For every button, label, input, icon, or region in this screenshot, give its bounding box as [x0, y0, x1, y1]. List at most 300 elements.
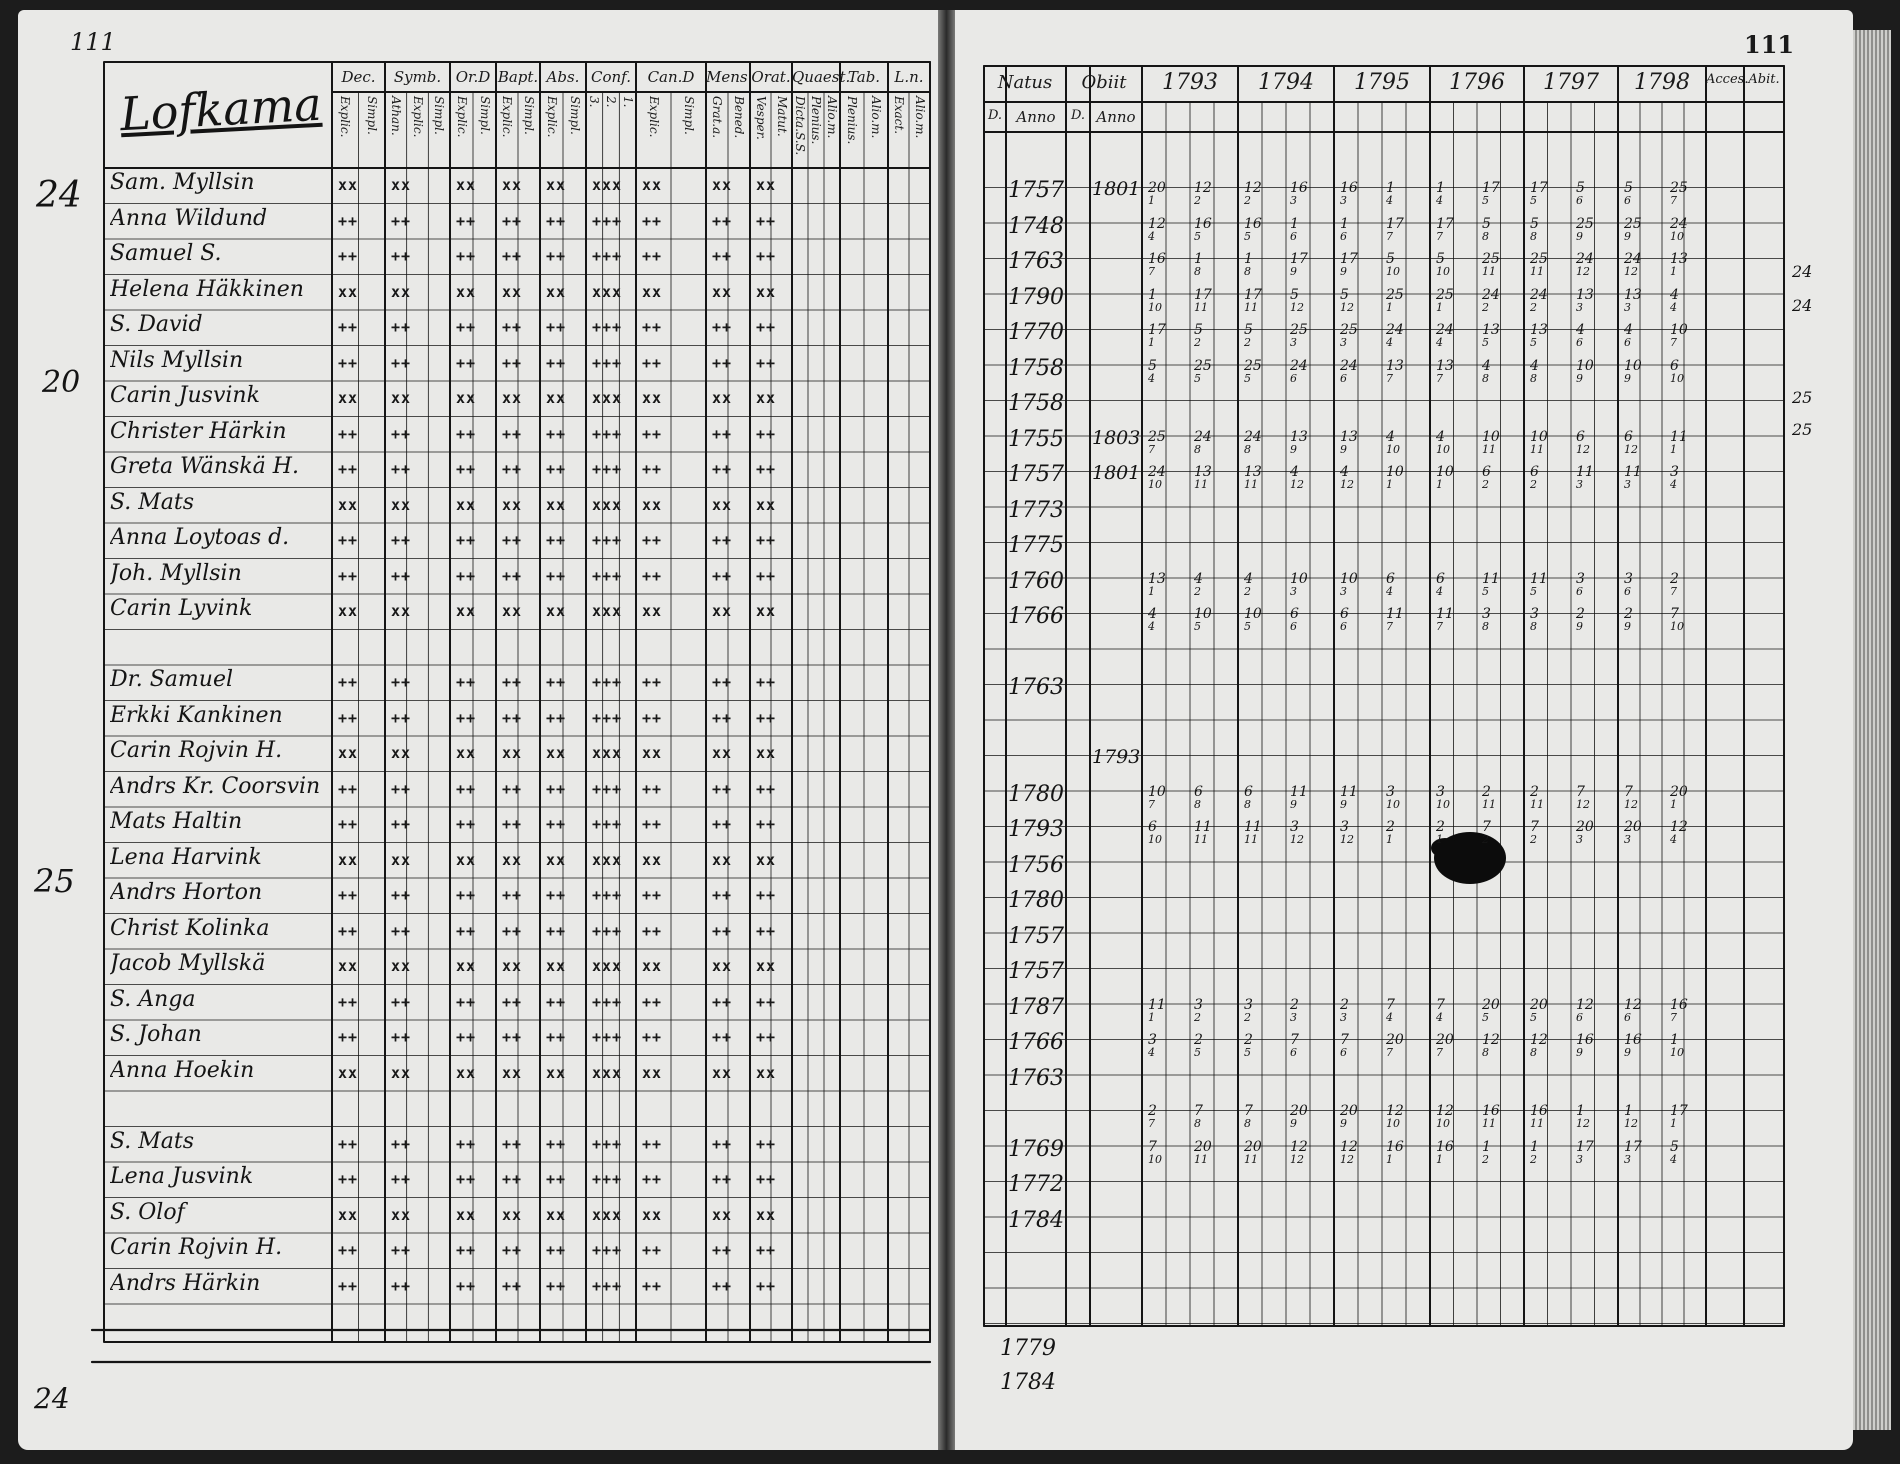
resident-name: Carin Rojvin H. — [110, 1235, 283, 1260]
year-mark: 11 3 — [1576, 464, 1594, 491]
tally-mark: xx — [502, 282, 523, 301]
tally-mark: ++ — [642, 886, 663, 904]
tally-mark: ++ — [502, 424, 523, 443]
tally-mark: ++ — [456, 779, 477, 798]
year-mark: 4 10 — [1386, 428, 1400, 456]
year-mark: 6 8 — [1244, 783, 1253, 811]
tally-mark: ++ — [712, 779, 733, 798]
tally-mark: xx — [502, 744, 523, 762]
year-mark: 11 9 — [1290, 783, 1308, 811]
tally-mark: ++ — [456, 424, 477, 443]
tally-mark: ++ — [502, 886, 523, 904]
tally-mark: ++ — [546, 779, 567, 798]
tally-mark: xx — [756, 744, 777, 762]
year-mark: 20 3 — [1624, 819, 1642, 846]
year-mark: 16 5 — [1244, 215, 1262, 243]
year-mark: 10 7 — [1670, 322, 1688, 349]
column-header: Anno — [1016, 108, 1056, 126]
tally-mark: ++ — [391, 1241, 412, 1259]
tally-mark: ++ — [642, 779, 663, 798]
year-mark: 7 6 — [1340, 1032, 1349, 1059]
year-mark: 6 6 — [1290, 606, 1299, 633]
column-subheader: Explic. — [338, 96, 353, 138]
tally-mark: xx — [391, 495, 412, 514]
year-mark: 11 3 — [1624, 464, 1642, 491]
tally-mark: xx — [712, 602, 733, 620]
tally-mark: ++ — [546, 886, 567, 904]
tally-mark: xx — [642, 389, 663, 407]
year-mark: 13 11 — [1194, 464, 1212, 491]
resident-name: Sam. Myllsin — [110, 170, 255, 195]
column-header: 1796 — [1449, 70, 1505, 95]
year-mark: 13 11 — [1244, 464, 1262, 491]
tally-mark: +++ — [592, 353, 623, 372]
year-mark: 6 4 — [1436, 570, 1445, 598]
tally-mark: xx — [338, 602, 359, 620]
year-mark: 10 5 — [1194, 606, 1212, 633]
tally-mark: ++ — [456, 353, 477, 372]
tally-mark: ++ — [456, 1241, 477, 1259]
tally-mark: xx — [642, 1063, 663, 1082]
tally-mark: ++ — [642, 566, 663, 585]
column-header: Symb. — [393, 68, 442, 86]
tally-mark: xx — [546, 744, 567, 762]
tally-mark: +++ — [592, 247, 623, 265]
tally-mark: ++ — [391, 566, 412, 585]
tally-mark: xx — [546, 850, 567, 869]
tally-mark: ++ — [456, 1028, 477, 1046]
tally-mark: xx — [502, 850, 523, 869]
resident-name: Carin Lyvink — [110, 596, 253, 621]
year-mark: 1 2 — [1530, 1138, 1539, 1166]
column-subheader: Explic. — [500, 96, 514, 138]
tally-mark: ++ — [502, 1134, 523, 1153]
tally-mark: xx — [642, 176, 663, 194]
column-subheader: Alio.m. — [869, 96, 883, 139]
right-margin-note-3: 25 — [1792, 388, 1813, 407]
tally-mark: xx — [391, 957, 412, 975]
tally-mark: ++ — [642, 1134, 663, 1153]
birth-year: 1758 — [1008, 355, 1064, 381]
resident-name: Lena Harvink — [110, 844, 262, 870]
tally-mark: ++ — [642, 1028, 663, 1046]
tally-mark: xx — [756, 389, 777, 407]
margin-note-4: 24 — [34, 1382, 70, 1415]
tally-mark: xx — [502, 957, 523, 975]
year-mark: 24 2 — [1482, 286, 1500, 314]
column-subheader: Simpl. — [432, 96, 447, 135]
tally-mark: ++ — [502, 1276, 523, 1295]
tally-mark: +++ — [592, 566, 623, 585]
tally-mark: xx — [502, 1063, 523, 1082]
tally-mark: ++ — [502, 460, 523, 478]
resident-name: Helena Häkkinen — [110, 276, 304, 302]
tally-mark: ++ — [502, 673, 523, 691]
year-mark: 20 1 — [1148, 180, 1166, 207]
tally-mark: ++ — [756, 992, 777, 1011]
tally-mark: ++ — [391, 211, 412, 230]
column-header: Can.D — [647, 68, 695, 86]
tally-mark: ++ — [391, 1134, 412, 1153]
tally-mark: xx — [712, 282, 733, 301]
tally-mark: ++ — [502, 1241, 523, 1259]
year-mark: 1 6 — [1340, 215, 1349, 243]
tally-mark: xx — [391, 1205, 412, 1224]
year-mark: 16 7 — [1148, 251, 1166, 278]
year-mark: 3 2 — [1194, 996, 1203, 1024]
year-mark: 12 12 — [1290, 1138, 1308, 1166]
column-subheader: Explic. — [454, 96, 469, 138]
tally-mark: ++ — [756, 531, 777, 549]
tally-mark: +++ — [592, 921, 623, 940]
tally-mark: xx — [712, 495, 733, 514]
resident-name: S. Johan — [110, 1022, 202, 1047]
year-mark: 20 7 — [1386, 1032, 1404, 1059]
tally-mark: +++ — [592, 673, 623, 691]
year-mark: 13 5 — [1530, 322, 1548, 349]
tally-mark: xx — [642, 744, 663, 762]
tally-mark: ++ — [756, 1028, 777, 1046]
column-subheader: 1. — [620, 96, 635, 108]
tally-mark: ++ — [502, 921, 523, 940]
year-mark: 20 11 — [1194, 1138, 1212, 1166]
tally-mark: ++ — [642, 992, 663, 1011]
year-mark: 7 2 — [1530, 819, 1539, 846]
tally-mark: xx — [338, 850, 359, 869]
column-header: D. — [1070, 108, 1086, 123]
tally-mark: ++ — [712, 886, 733, 904]
tally-mark: ++ — [642, 708, 663, 727]
year-mark: 20 9 — [1290, 1103, 1308, 1130]
year-mark: 6 12 — [1576, 428, 1590, 456]
column-header: Mens. — [706, 68, 753, 86]
column-subheader: Bened. — [732, 96, 746, 139]
year-mark: 4 2 — [1194, 570, 1203, 598]
tally-mark: xxx — [592, 957, 623, 975]
year-mark: 17 11 — [1244, 286, 1262, 314]
year-mark: 17 3 — [1576, 1138, 1594, 1166]
tally-mark: ++ — [391, 353, 412, 372]
tally-mark: xx — [756, 1063, 777, 1082]
tally-mark: xxx — [592, 282, 623, 301]
tally-mark: +++ — [592, 1134, 623, 1153]
right-margin-note-2: 24 — [1792, 296, 1813, 315]
year-mark: 25 9 — [1624, 215, 1642, 243]
column-subheader: Vesper. — [753, 96, 768, 140]
tally-mark: +++ — [592, 531, 623, 549]
resident-name: S. David — [110, 312, 203, 337]
year-mark: 25 11 — [1530, 251, 1548, 278]
tally-mark: ++ — [712, 992, 733, 1011]
year-mark: 4 4 — [1670, 286, 1679, 314]
tally-mark: xx — [456, 1205, 477, 1224]
column-header: Abs. — [546, 68, 580, 86]
tally-mark: ++ — [546, 424, 567, 443]
tally-mark: ++ — [502, 531, 523, 549]
tally-mark: ++ — [338, 318, 359, 336]
year-mark: 6 2 — [1530, 464, 1539, 491]
year-mark: 17 1 — [1148, 322, 1166, 349]
column-subheader: Simpl. — [364, 96, 379, 135]
year-mark: 2 9 — [1576, 606, 1585, 633]
year-mark: 13 1 — [1148, 570, 1166, 598]
year-mark: 12 2 — [1194, 180, 1212, 207]
tally-mark: xx — [756, 602, 777, 620]
tally-mark: xx — [712, 850, 733, 869]
resident-name: Andrs Horton — [110, 880, 263, 905]
birth-year: 1756 — [1008, 852, 1064, 878]
tally-mark: ++ — [642, 247, 663, 265]
year-mark: 13 9 — [1340, 428, 1358, 456]
tally-mark: ++ — [456, 211, 477, 230]
tally-mark: xxx — [592, 1205, 623, 1224]
year-mark: 16 5 — [1194, 215, 1212, 243]
year-mark: 13 7 — [1386, 357, 1404, 385]
year-mark: 2 1 — [1436, 819, 1445, 846]
village-heading: Lofkama — [118, 76, 323, 142]
year-mark: 1 2 — [1482, 1138, 1491, 1166]
column-header: Abit. — [1748, 72, 1780, 87]
birth-year: 1763 — [1008, 1065, 1064, 1091]
year-mark: 5 2 — [1194, 322, 1203, 349]
year-mark: 3 8 — [1530, 606, 1539, 633]
resident-name: S. Olof — [110, 1199, 185, 1225]
tally-mark: xx — [546, 1063, 567, 1082]
tally-mark: ++ — [642, 318, 663, 336]
tally-mark: ++ — [338, 211, 359, 230]
year-mark: 7 4 — [1436, 996, 1445, 1024]
tally-mark: ++ — [712, 1134, 733, 1153]
tally-mark: ++ — [546, 921, 567, 940]
year-mark: 6 10 — [1670, 357, 1684, 385]
tally-mark: ++ — [338, 1134, 359, 1153]
tally-mark: ++ — [456, 921, 477, 940]
column-subheader: Explic. — [544, 96, 559, 138]
tally-mark: ++ — [712, 1028, 733, 1046]
tally-mark: ++ — [756, 779, 777, 798]
tally-mark: xx — [338, 744, 359, 762]
year-mark: 20 3 — [1576, 819, 1594, 846]
tally-mark: ++ — [712, 673, 733, 691]
column-header: Obiit — [1081, 72, 1127, 93]
tally-mark: ++ — [546, 1134, 567, 1153]
year-mark: 13 1 — [1670, 251, 1688, 278]
birth-year: 1763 — [1008, 249, 1064, 274]
year-mark: 7 8 — [1244, 1103, 1253, 1130]
tally-mark: ++ — [642, 815, 663, 833]
tally-mark: xx — [642, 495, 663, 514]
year-mark: 20 11 — [1244, 1138, 1262, 1166]
column-header: Or.D — [455, 68, 491, 86]
year-mark: 11 1 — [1670, 428, 1688, 456]
birth-year: 1748 — [1008, 213, 1064, 239]
tally-mark: xx — [456, 602, 477, 620]
year-mark: 12 2 — [1244, 180, 1262, 207]
tally-mark: ++ — [712, 815, 733, 833]
year-mark: 1 10 — [1670, 1032, 1684, 1059]
tally-mark: ++ — [456, 566, 477, 585]
year-mark: 24 6 — [1290, 357, 1308, 385]
tally-mark: xx — [546, 602, 567, 620]
tally-mark: ++ — [642, 1276, 663, 1295]
birth-year: 1793 — [1008, 817, 1064, 842]
year-mark: 16 1 — [1386, 1138, 1404, 1166]
birth-year: 1780 — [1008, 888, 1064, 913]
year-mark: 20 5 — [1482, 996, 1500, 1024]
year-mark: 13 5 — [1482, 322, 1500, 349]
tally-mark: ++ — [642, 673, 663, 691]
tally-mark: ++ — [546, 992, 567, 1011]
year-mark: 20 1 — [1670, 783, 1688, 811]
tally-mark: ++ — [642, 921, 663, 940]
tally-mark: ++ — [756, 886, 777, 904]
tally-mark: xx — [546, 282, 567, 301]
tally-mark: ++ — [338, 424, 359, 443]
year-mark: 6 2 — [1482, 464, 1491, 491]
column-subheader: Plenius. — [845, 96, 859, 145]
year-mark: 11 9 — [1340, 783, 1358, 811]
tally-mark: xx — [642, 282, 663, 301]
birth-year: 1757 — [1008, 462, 1064, 487]
birth-year: 1763 — [1008, 675, 1064, 700]
tally-mark: ++ — [456, 815, 477, 833]
year-mark: 17 11 — [1194, 286, 1212, 314]
tally-mark: xx — [456, 282, 477, 301]
column-header: Natus — [997, 72, 1053, 93]
column-header: 1794 — [1258, 70, 1314, 95]
resident-name: Christ Kolinka — [110, 915, 270, 941]
tally-mark: ++ — [391, 424, 412, 443]
tally-mark: ++ — [712, 531, 733, 549]
tally-mark: ++ — [546, 211, 567, 230]
resident-name: Anna Loytoas d. — [110, 525, 290, 550]
column-subheader: Alio.m. — [825, 96, 839, 139]
year-mark: 7 10 — [1148, 1138, 1162, 1166]
tally-mark: +++ — [592, 815, 623, 833]
year-mark: 7 8 — [1194, 1103, 1203, 1130]
tally-mark: ++ — [642, 353, 663, 372]
tally-mark: ++ — [546, 1241, 567, 1259]
column-header: Orat. — [751, 68, 791, 86]
column-subheader: Simpl. — [477, 96, 492, 135]
tally-mark: ++ — [712, 460, 733, 478]
tally-mark: ++ — [712, 353, 733, 372]
year-mark: 24 12 — [1624, 251, 1642, 278]
year-mark: 4 12 — [1290, 464, 1304, 491]
year-mark: 17 7 — [1386, 215, 1404, 243]
tally-mark: xxx — [592, 495, 623, 514]
tally-mark: xx — [712, 1063, 733, 1082]
tally-mark: ++ — [338, 708, 359, 727]
tally-mark: xx — [712, 389, 733, 407]
column-subheader: Plenius. — [809, 96, 823, 145]
year-mark: 10 3 — [1340, 570, 1358, 598]
year-mark: 17 9 — [1290, 251, 1308, 278]
year-mark: 11 5 — [1530, 570, 1548, 598]
tally-mark: +++ — [592, 211, 623, 230]
tally-mark: ++ — [712, 424, 733, 443]
resident-name: S. Mats — [110, 489, 195, 515]
margin-note-1: 24 — [36, 175, 82, 216]
year-mark: 3 12 — [1340, 819, 1354, 846]
year-mark: 3 4 — [1148, 1032, 1157, 1059]
year-mark: 11 11 — [1194, 819, 1212, 846]
year-mark: 12 4 — [1148, 215, 1166, 243]
tally-mark: ++ — [338, 1028, 359, 1046]
year-mark: 2 5 — [1194, 1032, 1203, 1059]
year-mark: 25 7 — [1670, 180, 1688, 207]
year-mark: 16 3 — [1290, 180, 1308, 207]
tally-mark: xx — [502, 389, 523, 407]
year-mark: 5 4 — [1670, 1138, 1679, 1166]
birth-year: 1757 — [1008, 923, 1064, 949]
resident-name: Jacob Myllskä — [110, 951, 266, 976]
birth-year: 1766 — [1008, 604, 1064, 629]
year-mark: 7 12 — [1624, 783, 1638, 811]
year-mark: 16 11 — [1530, 1103, 1548, 1130]
tally-mark: xx — [338, 1205, 359, 1224]
tally-mark: ++ — [338, 531, 359, 549]
tally-mark: xx — [546, 495, 567, 514]
year-mark: 24 8 — [1194, 428, 1212, 456]
year-mark: 1 4 — [1386, 180, 1395, 207]
resident-name: Greta Wänskä H. — [110, 454, 299, 479]
tally-mark: ++ — [642, 460, 663, 478]
year-mark: 4 8 — [1482, 357, 1491, 385]
tally-mark: ++ — [546, 460, 567, 478]
tally-mark: ++ — [391, 460, 412, 478]
margin-note-2: 20 — [42, 365, 81, 400]
year-mark: 1 4 — [1436, 180, 1445, 207]
tally-mark: ++ — [712, 1241, 733, 1259]
year-mark: 20 7 — [1436, 1032, 1454, 1059]
year-mark: 2 5 — [1244, 1032, 1253, 1059]
tally-mark: ++ — [756, 566, 777, 585]
tally-mark: ++ — [338, 1241, 359, 1259]
tally-mark: ++ — [391, 318, 412, 336]
tally-mark: ++ — [338, 460, 359, 478]
year-mark: 6 6 — [1340, 606, 1349, 633]
tally-mark: ++ — [456, 318, 477, 336]
tally-mark: +++ — [592, 1170, 623, 1188]
year-mark: 16 7 — [1670, 996, 1688, 1024]
column-subheader: 3. — [587, 96, 602, 108]
birth-year: 1784 — [1000, 1370, 1056, 1395]
death-year: 1801 — [1092, 462, 1141, 484]
resident-name: Andrs Kr. Coorsvin — [110, 773, 321, 799]
column-subheader: Dicta.S.S. — [793, 96, 807, 156]
tally-mark: ++ — [642, 1241, 663, 1259]
tally-mark: xx — [391, 602, 412, 620]
birth-year: 1757 — [1008, 178, 1064, 203]
tally-mark: ++ — [338, 992, 359, 1011]
year-mark: 10 1 — [1436, 464, 1454, 491]
year-mark: 13 7 — [1436, 357, 1454, 385]
tally-mark: ++ — [391, 1170, 412, 1188]
tally-mark: ++ — [502, 1170, 523, 1188]
tally-mark: ++ — [712, 921, 733, 940]
tally-mark: xx — [642, 602, 663, 620]
tally-mark: ++ — [456, 992, 477, 1011]
tally-mark: ++ — [546, 318, 567, 336]
year-mark: 12 8 — [1482, 1032, 1500, 1059]
tally-mark: xx — [456, 1063, 477, 1082]
tally-mark: ++ — [391, 992, 412, 1011]
tally-mark: ++ — [338, 353, 359, 372]
death-year: 1803 — [1092, 426, 1141, 449]
tally-mark: ++ — [338, 779, 359, 798]
year-mark: 7 6 — [1290, 1032, 1299, 1059]
